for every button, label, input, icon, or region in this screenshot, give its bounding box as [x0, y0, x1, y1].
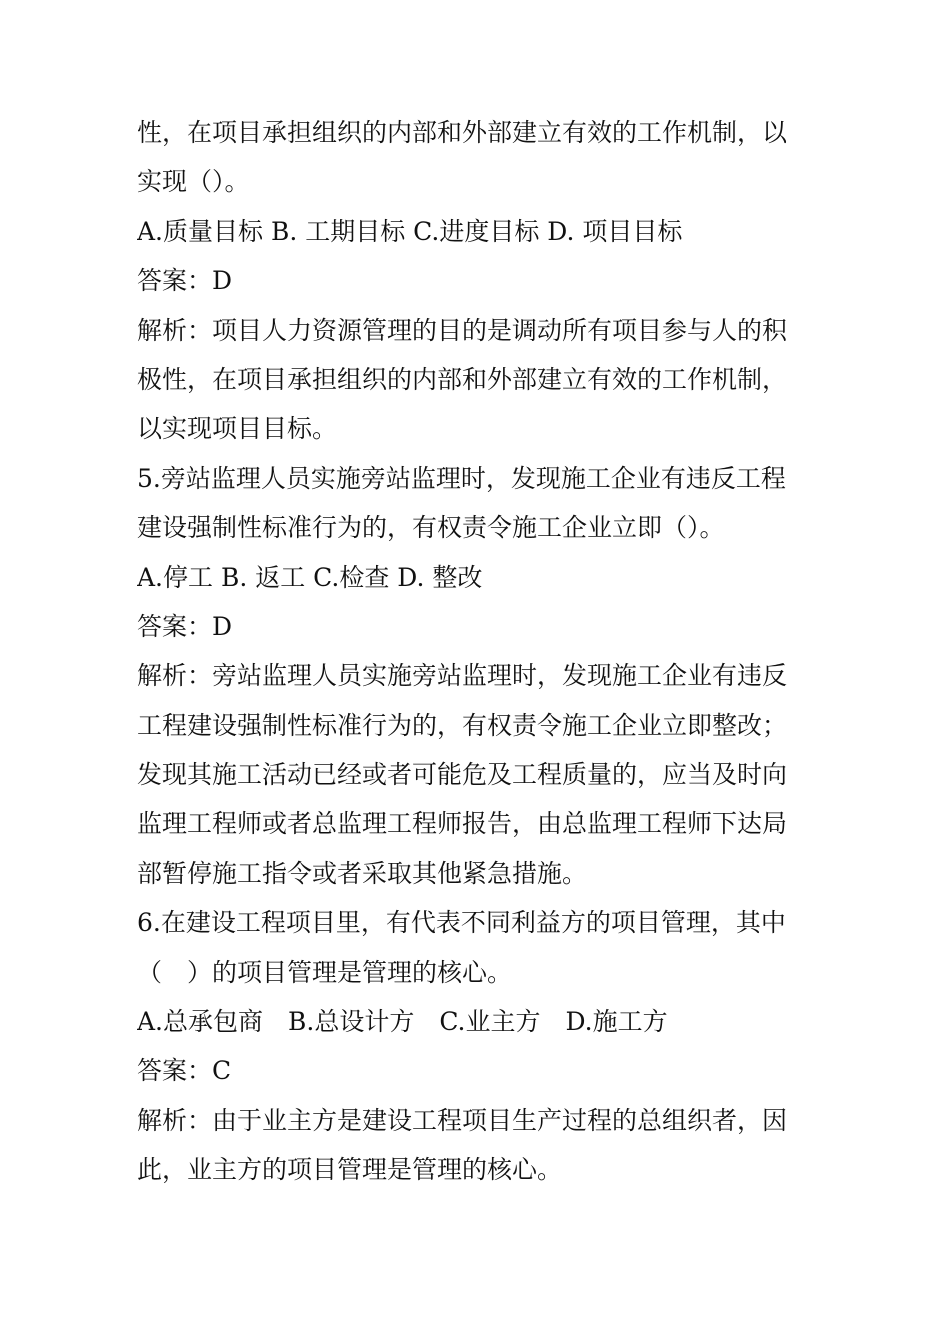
- explanation-line: 此，业主方的项目管理是管理的核心。: [137, 1155, 563, 1185]
- question-line: 建设强制性标准行为的，有权责令施工企业立即（）。: [137, 513, 725, 543]
- answer-line: 答案：C: [137, 1056, 232, 1086]
- explanation-line: 极性，在项目承担组织的内部和外部建立有效的工作机制，: [137, 364, 788, 394]
- question-options: A.停工 B. 返工 C.检查 D. 整改: [137, 562, 483, 592]
- explanation-line: 以实现项目目标。: [137, 414, 338, 444]
- explanation-line: 部暂停施工指令或者采取其他紧急措施。: [137, 858, 588, 888]
- answer-line: 答案：D: [137, 611, 233, 641]
- document-body: [137, 108, 827, 1195]
- question-line: （ ）的项目管理是管理的核心。: [137, 957, 513, 987]
- question-line: 5.旁站监理人员实施旁站监理时，发现施工企业有违反工程: [137, 463, 786, 493]
- question-options: A.质量目标 B. 工期目标 C.进度目标 D. 项目目标: [137, 216, 683, 246]
- text-line: 实现（）。: [137, 167, 250, 197]
- explanation-line: 工程建设强制性标准行为的，有权责令施工企业立即整改；: [137, 710, 788, 740]
- explanation-line: 解析：项目人力资源管理的目的是调动所有项目参与人的积: [137, 315, 788, 345]
- text-line: 性，在项目承担组织的内部和外部建立有效的工作机制，以: [137, 118, 788, 147]
- explanation-line: 发现其施工活动已经或者可能危及工程质量的，应当及时向: [137, 760, 788, 790]
- explanation-line: 监理工程师或者总监理工程师报告，由总监理工程师下达局: [137, 809, 788, 839]
- question-options: A.总承包商 B.总设计方 C.业主方 D.施工方: [137, 1007, 668, 1037]
- question-line: 6.在建设工程项目里，有代表不同利益方的项目管理，其中: [137, 908, 786, 938]
- explanation-line: 解析：旁站监理人员实施旁站监理时，发现施工企业有违反: [137, 661, 788, 691]
- answer-line: 答案：D: [137, 266, 233, 296]
- explanation-line: 解析：由于业主方是建设工程项目生产过程的总组织者，因: [137, 1105, 788, 1135]
